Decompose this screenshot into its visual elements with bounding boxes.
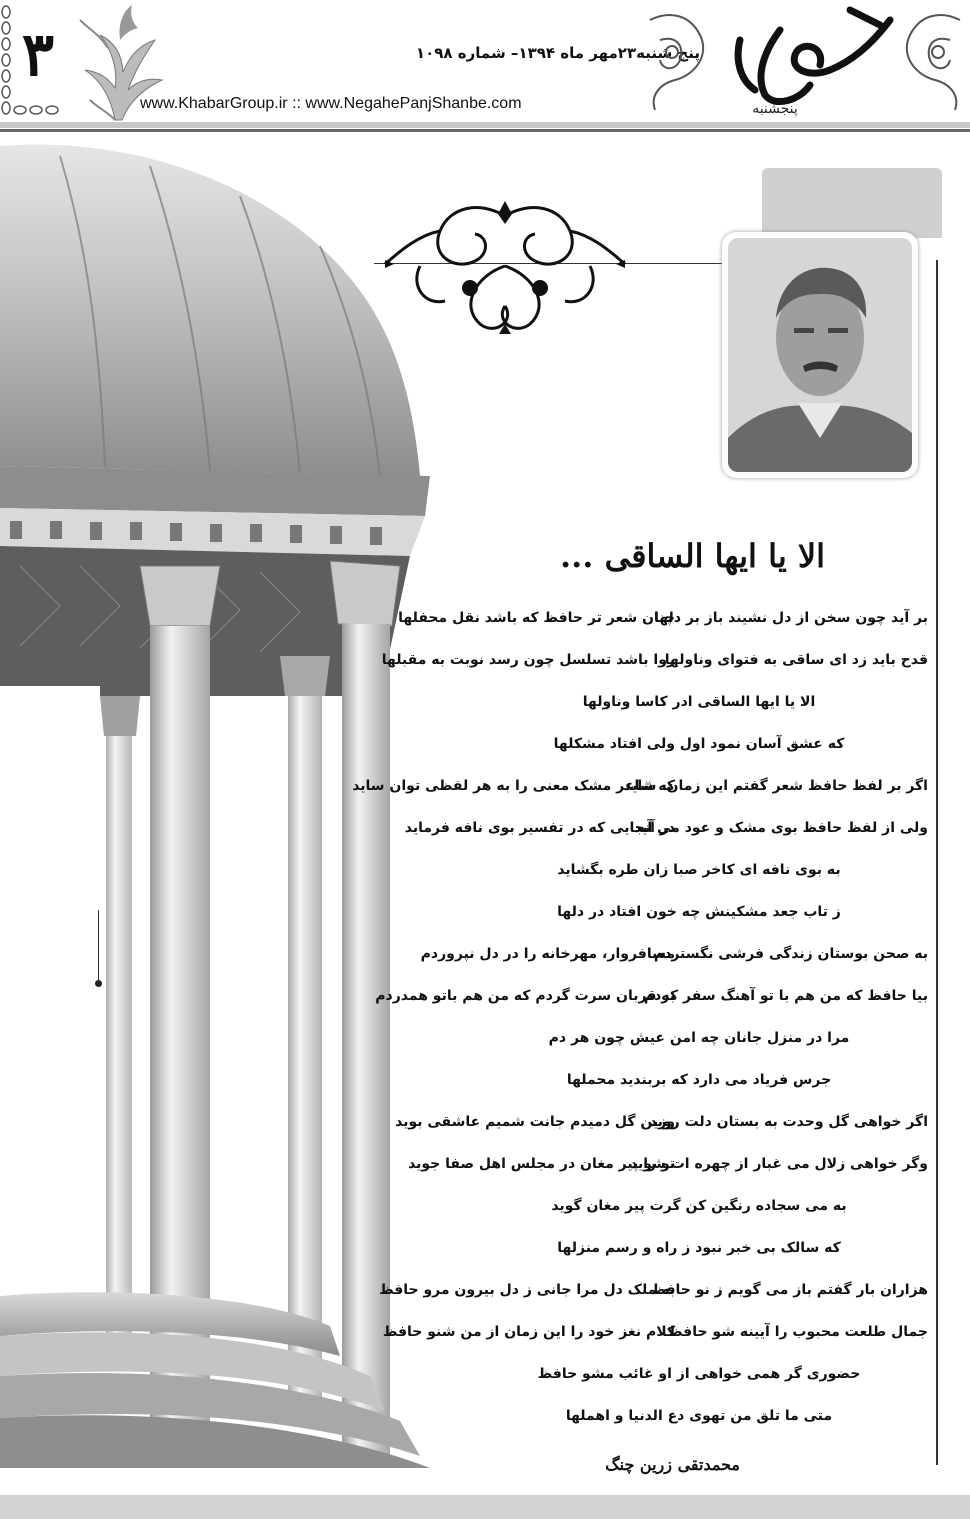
verse-single: به می سجاده رنگین کن گرت پیر مغان گوید [551, 1198, 847, 1214]
verse-hemistich-right: به صحن بوستان زندگی فرشی نگستردم [653, 946, 928, 962]
masthead-calligraphy [738, 10, 890, 102]
verse-hemistich-right: هزاران بار گفتم باز می گویم ز نو حافظ [651, 1282, 928, 1298]
marker-line [98, 910, 99, 980]
verse-hemistich-right: بر آید چون سخن از دل نشیند باز بر دلها [654, 610, 928, 626]
verse-hemistich-left: چنان شعر تر حافظ که باشد نقل محفلها [398, 610, 675, 626]
portrait-photo [728, 238, 912, 472]
issue-date-line: پنج شنبه۲۳مهر ماه ۱۳۹۴– شماره ۱۰۹۸ [415, 44, 700, 62]
verse-single: الا یا ایها الساقی ادر کاسا وناولها [582, 694, 816, 710]
verse-hemistich-right: وگر خواهی زلال می غبار از چهره ات شوید [629, 1156, 928, 1172]
photo-tab [762, 168, 942, 238]
arabesque-ornament-icon [380, 196, 630, 336]
masthead-ornament-right [907, 15, 960, 110]
poem-title: الا یا ایها الساقی ... [560, 537, 825, 575]
verse-hemistich-left: روا باشد تسلسل چون رسد نوبت به مقبلها [381, 652, 675, 668]
verse-single: که عشق آسان نمود اول ولی افتاد مشکلها [553, 736, 845, 752]
frame-line [936, 260, 938, 1465]
website-urls: www.KhabarGroup.ir :: www.NegahePanjShanbe.com [140, 95, 522, 112]
verse-hemistich-right: اگر بر لفظ حافظ شعر گفتم این زمان، شاید [623, 778, 928, 794]
marker-dot [95, 980, 102, 987]
masthead-subtitle: پنجشنبه [752, 101, 798, 117]
verse-hemistich-left: که شاعر مشک معنی را به هر لفظی توان ساید [352, 778, 675, 794]
verse-single: به بوی نافه ای کاخر صبا زان طره بگشاید [557, 862, 841, 878]
verse-hemistich-right: جمال طلعت محبوب را آیینه شو حافظ [668, 1324, 928, 1340]
verse-single: جرس فریاد می دارد که بربندید محملها [566, 1072, 832, 1088]
verse-single: که سالک بی خبر نبود ز راه و رسم منزلها [557, 1240, 841, 1256]
verse-hemistich-left: در آنجایی که در تفسیر بوی نافه فرماید [404, 820, 675, 836]
verse-hemistich-left: به ملک دل مرا جانی ز دل بیرون مرو حافظ [379, 1282, 675, 1298]
masthead-ornament-left [650, 15, 703, 110]
header-rule-dark [0, 129, 970, 132]
footer-band [0, 1495, 970, 1519]
verse-hemistich-left: تو را پیر مغان در مجلس اهل صفا جوید [408, 1156, 675, 1172]
verse-hemistich-left: مسافروار، مهرخانه را در دل نپروردم [420, 946, 675, 962]
page-number: ۳ [21, 20, 55, 90]
verse-hemistich-right: قدح باید زد ای ساقی به فتوای وناولها [664, 652, 928, 668]
header-rule [0, 122, 970, 128]
verse-hemistich-right: بیا حافظ که من هم با تو آهنگ سفر کردم [643, 988, 928, 1004]
verse-hemistich-left: به قربان سرت گردم که من هم باتو همدردم [375, 988, 675, 1004]
verse-single: متی ما تلق من تهوی دع الدنیا و اهملها [565, 1408, 833, 1424]
verse-hemistich-right: اگر خواهی گل وحدت به بستان دلت روید [649, 1114, 928, 1130]
verse-hemistich-right: ولی از لفظ حافظ بوی مشک و عود می آید [634, 820, 928, 836]
verse-single: حضوری گر همی خواهی از او غائب مشو حافظ [537, 1366, 861, 1382]
author-portrait [728, 238, 912, 472]
author-signature: محمدتقی زرین چنگ [605, 1455, 740, 1474]
verse-hemistich-left: کلام نغز خود را این زمان از من شنو حافظ [382, 1324, 675, 1340]
verse-single: مرا در منزل جانان چه امن عیش چون هر دم [548, 1030, 850, 1046]
verse-single: ز تاب جعد مشکینش چه خون افتاد در دلها [557, 904, 841, 920]
verse-hemistich-left: وزین گل دمیدم جانت شمیم عاشقی بوید [395, 1114, 675, 1130]
